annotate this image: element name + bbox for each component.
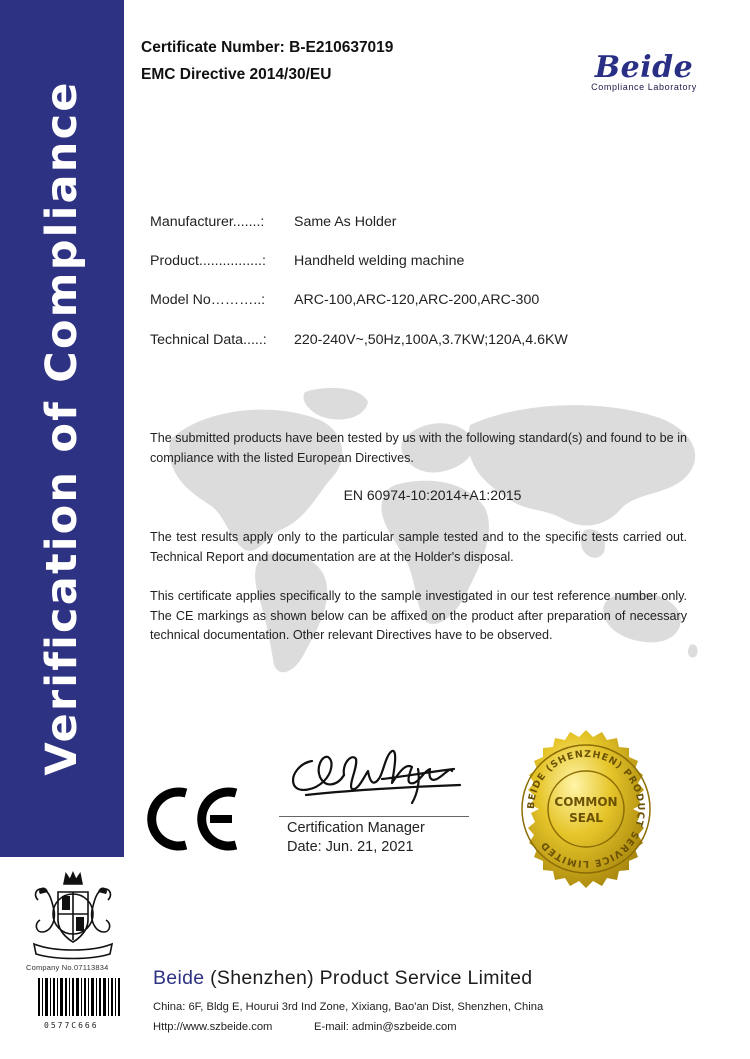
- barcode-icon: [38, 978, 120, 1016]
- issuer-website-link[interactable]: Http://www.szbeide.com: [153, 1021, 273, 1033]
- directive-title: EMC Directive 2014/30/EU: [141, 66, 332, 83]
- logo-subtitle: Compliance Laboratory: [591, 82, 697, 92]
- company-number: Company No.07113834: [26, 963, 109, 972]
- royal-crest-icon: [24, 870, 122, 962]
- test-standard: EN 60974-10:2014+A1:2015: [343, 487, 522, 503]
- sidebar-band: [0, 0, 124, 857]
- issuer-name: [153, 967, 532, 990]
- beide-logo: [578, 52, 710, 92]
- field-label: Technical Data.....:: [150, 332, 267, 348]
- issuer-brand: Beide: [153, 967, 205, 989]
- field-value: Handheld welding machine: [294, 253, 465, 269]
- barcode-number: 0577C666: [44, 1021, 99, 1030]
- signature-line: [279, 816, 469, 817]
- field-value: ARC-100,ARC-120,ARC-200,ARC-300: [294, 292, 540, 308]
- sidebar-title: Verification of Compliance: [37, 80, 87, 776]
- logo-name: Beide: [594, 50, 694, 85]
- certificate-scope-note: This certificate applies specifically to the sample investigated in our test reference number only. The CE markings as shown below can be affixed on the product after preparation of necessary technical documentation. Other relevant Directives have to be observed.: [150, 589, 687, 642]
- seal-text-line1: COMMON: [554, 795, 618, 809]
- issuer-address: China: 6F, Bldg E, Hourui 3rd Ind Zone, Xixiang, Bao'an Dist, Shenzhen, China: [153, 1001, 544, 1013]
- compliance-statement: The submitted products have been tested by us with the following standard(s) and found to be in compliance with the listed European Directives.: [150, 431, 687, 465]
- field-label: Manufacturer.......:: [150, 214, 265, 230]
- seal-text-line2: SEAL: [569, 811, 603, 825]
- signature-icon: [282, 733, 470, 813]
- issuer-email-link[interactable]: E-mail: admin@szbeide.com: [314, 1021, 457, 1033]
- field-label: Model No………..:: [150, 292, 266, 308]
- seal-ring-text: BEIDE (SHENZHEN) PRODUCT SERVICE LIMITED: [525, 748, 647, 870]
- signatory-role: Certification Manager: [287, 820, 425, 836]
- issuer-name-rest: (Shenzhen) Product Service Limited: [204, 967, 533, 989]
- field-value: 220-240V~,50Hz,100A,3.7KW;120A,4.6KW: [294, 332, 568, 348]
- test-results-note: The test results apply only to the particular sample tested and to the specific tests carried out. Technical Report and documentation are at the Holder's disposal.: [150, 530, 687, 564]
- common-seal-icon: [505, 728, 667, 890]
- field-value: Same As Holder: [294, 214, 397, 230]
- field-label: Product................:: [150, 253, 266, 269]
- certificate-number: Certificate Number: B-E210637019: [141, 39, 394, 56]
- ce-mark-icon: [144, 786, 242, 852]
- certificate-date: Date: Jun. 21, 2021: [287, 839, 414, 855]
